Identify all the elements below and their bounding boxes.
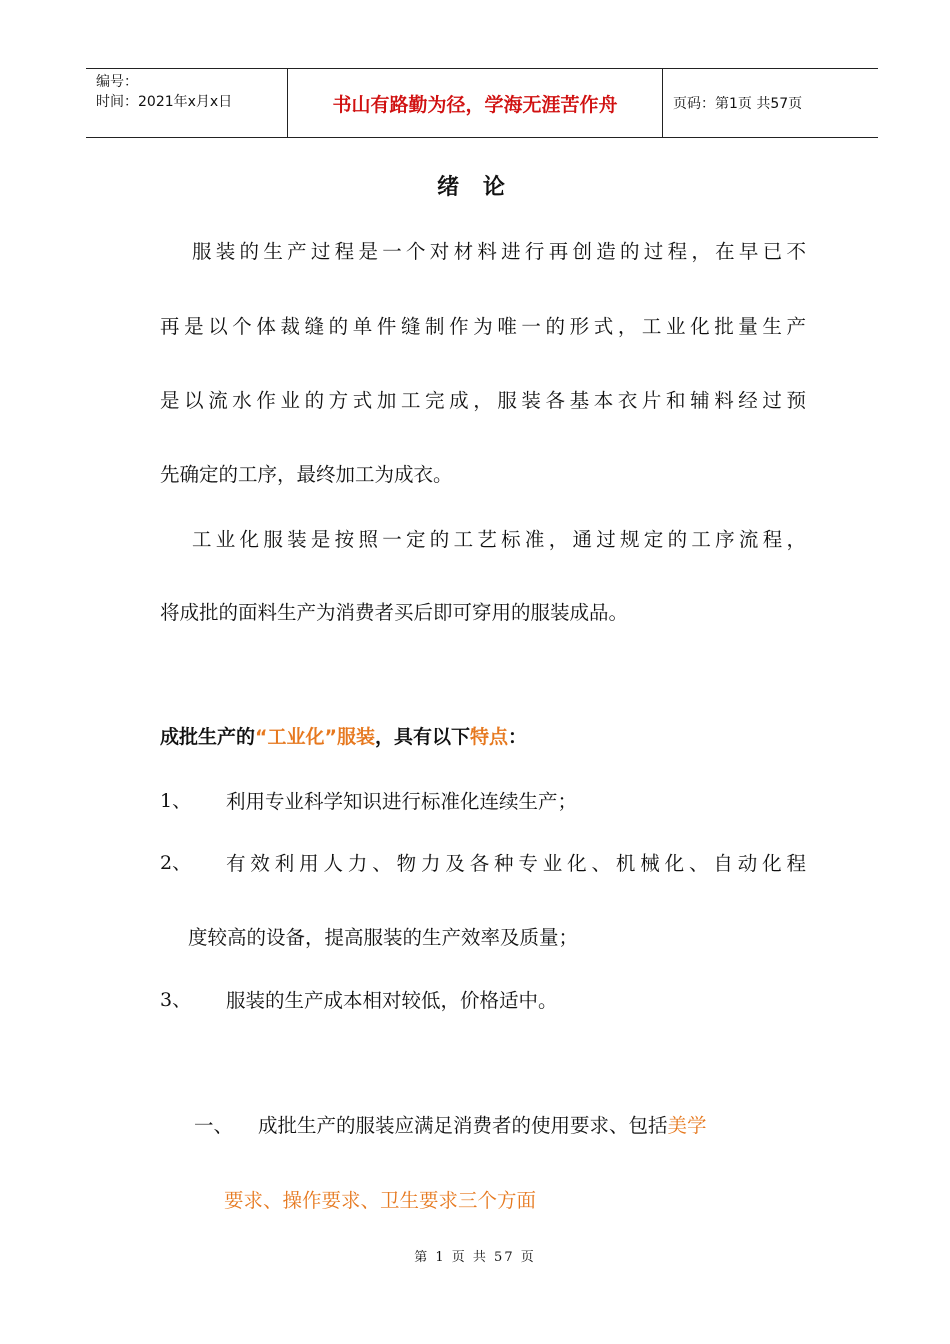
list-number: 1、 bbox=[160, 790, 192, 812]
heading-highlight: “工业化”服装 bbox=[255, 726, 375, 748]
paragraph-line: 是以流水作业的方式加工完成，服装各基本衣片和辅料经过预 bbox=[160, 389, 806, 412]
section-number: 一、 bbox=[194, 1114, 234, 1137]
header-page-number: 页码：第1页 共57页 bbox=[673, 96, 803, 112]
paragraph-line: 先确定的工序，最终加工为成衣。 bbox=[160, 463, 453, 486]
features-heading bbox=[160, 722, 527, 749]
paragraph-line: 工业化服装是按照一定的工艺标准，通过规定的工序流程， bbox=[192, 528, 806, 551]
document-title: 绪 论 bbox=[437, 175, 513, 200]
section-text: 成批生产的服装应满足消费者的使用要求、包括 bbox=[258, 1114, 668, 1137]
heading-highlight: 特点 bbox=[470, 726, 509, 748]
list-number: 3、 bbox=[160, 989, 192, 1011]
list-number: 2、 bbox=[160, 852, 192, 874]
section-heading bbox=[258, 1110, 707, 1138]
header-meta bbox=[86, 69, 288, 137]
list-item-continued: 度较高的设备，提高服装的生产效率及质量； bbox=[188, 926, 579, 949]
header-motto: 书山有路勤为径，学海无涯苦作舟 bbox=[288, 69, 663, 137]
section-heading-continued: 要求、操作要求、卫生要求三个方面 bbox=[224, 1189, 537, 1212]
list-item: 服装的生产成本相对较低，价格适中。 bbox=[226, 989, 558, 1012]
paragraph-line: 再是以个体裁缝的单件缝制作为唯一的形式，工业化批量生产 bbox=[160, 315, 806, 338]
serial-label: 编号： bbox=[96, 74, 138, 90]
list-item: 有效利用人力、物力及各种专业化、机械化、自动化程 bbox=[226, 852, 806, 875]
page-footer: 第 1 页 共 57 页 bbox=[414, 1250, 536, 1265]
section-highlight: 美学 bbox=[667, 1114, 707, 1137]
list-item: 利用专业科学知识进行标准化连续生产； bbox=[226, 790, 578, 813]
heading-text: 成批生产的 bbox=[160, 726, 256, 748]
paragraph-line: 将成批的面料生产为消费者买后即可穿用的服装成品。 bbox=[160, 601, 629, 624]
page-header bbox=[86, 68, 878, 138]
heading-text: ： bbox=[508, 726, 528, 748]
date-label: 时间：2021年x月x日 bbox=[96, 94, 233, 110]
paragraph-line: 服装的生产过程是一个对材料进行再创造的过程，在早已不 bbox=[192, 240, 806, 263]
heading-text: ，具有以下 bbox=[375, 726, 471, 748]
